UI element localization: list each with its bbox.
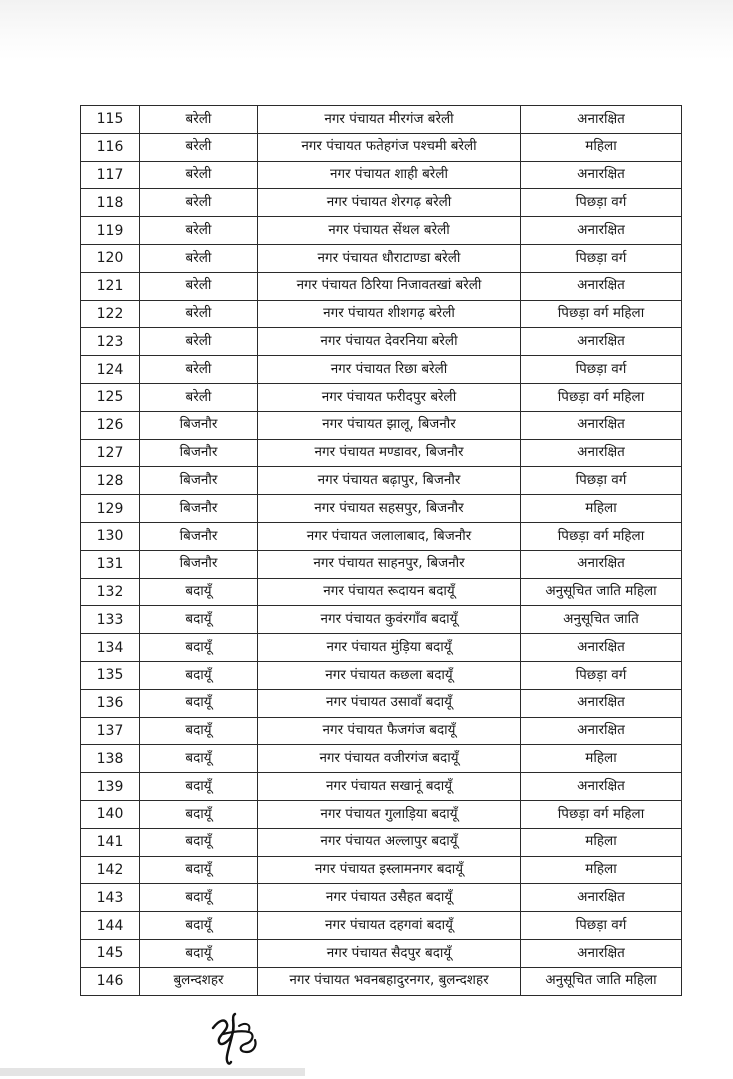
reservation-category-cell: अनारक्षित (521, 328, 682, 356)
serial-number-cell: 131 (81, 550, 140, 578)
table-row (81, 189, 682, 217)
serial-number-cell: 123 (81, 328, 140, 356)
serial-number-cell: 136 (81, 689, 140, 717)
reservation-category-cell: पिछड़ा वर्ग महिला (521, 800, 682, 828)
district-cell: बदायूँ (140, 856, 258, 884)
reservation-category-cell: अनारक्षित (521, 439, 682, 467)
reservation-category-cell: अनारक्षित (521, 884, 682, 912)
nagar-panchayat-cell: नगर पंचायत उसावाँ बदायूँ (258, 689, 521, 717)
district-cell: बदायूँ (140, 661, 258, 689)
nagar-panchayat-cell: नगर पंचायत सैदपुर बदायूँ (258, 939, 521, 967)
district-cell: बरेली (140, 133, 258, 161)
table-row (81, 244, 682, 272)
district-cell: बरेली (140, 328, 258, 356)
reservation-category-cell: अनारक्षित (521, 773, 682, 801)
reservation-category-cell: अनारक्षित (521, 217, 682, 245)
table-row (81, 495, 682, 523)
table-row (81, 522, 682, 550)
nagar-panchayat-cell: नगर पंचायत दहगवां बदायूँ (258, 912, 521, 940)
reservation-category-cell: महिला (521, 495, 682, 523)
district-cell: बिजनौर (140, 411, 258, 439)
scan-bottom-strip (0, 1068, 305, 1076)
district-cell: बदायूँ (140, 634, 258, 662)
serial-number-cell: 144 (81, 912, 140, 940)
nagar-panchayat-cell: नगर पंचायत देवरनिया बरेली (258, 328, 521, 356)
nagar-panchayat-cell: नगर पंचायत वजीरगंज बदायूँ (258, 745, 521, 773)
nagar-panchayat-cell: नगर पंचायत फरीदपुर बरेली (258, 383, 521, 411)
reservation-category-cell: महिला (521, 133, 682, 161)
district-cell: बरेली (140, 106, 258, 134)
nagar-panchayat-cell: नगर पंचायत इस्लामनगर बदायूँ (258, 856, 521, 884)
nagar-panchayat-cell: नगर पंचायत झालू, बिजनौर (258, 411, 521, 439)
scan-top-shadow (0, 0, 733, 60)
nagar-panchayat-cell: नगर पंचायत सहसपुर, बिजनौर (258, 495, 521, 523)
district-cell: बरेली (140, 272, 258, 300)
table-row (81, 856, 682, 884)
reservation-category-cell: अनारक्षित (521, 411, 682, 439)
district-cell: बरेली (140, 189, 258, 217)
nagar-panchayat-cell: नगर पंचायत मुंड़िया बदायूँ (258, 634, 521, 662)
table-row (81, 884, 682, 912)
serial-number-cell: 127 (81, 439, 140, 467)
reservation-category-cell: अनुसूचित जाति महिला (521, 967, 682, 995)
district-cell: बदायूँ (140, 939, 258, 967)
district-cell: बरेली (140, 217, 258, 245)
table-row (81, 634, 682, 662)
district-cell: बदायूँ (140, 884, 258, 912)
nagar-panchayat-cell: नगर पंचायत ठिरिया निजावतखां बरेली (258, 272, 521, 300)
reservation-table (80, 105, 682, 996)
table-row (81, 467, 682, 495)
reservation-category-cell: पिछड़ा वर्ग (521, 244, 682, 272)
nagar-panchayat-cell: नगर पंचायत मीरगंज बरेली (258, 106, 521, 134)
nagar-panchayat-cell: नगर पंचायत उसैहत बदायूँ (258, 884, 521, 912)
nagar-panchayat-cell: नगर पंचायत अल्लापुर बदायूँ (258, 828, 521, 856)
table-row (81, 439, 682, 467)
table-row (81, 300, 682, 328)
table-row (81, 912, 682, 940)
district-cell: बिजनौर (140, 495, 258, 523)
district-cell: बिजनौर (140, 550, 258, 578)
district-cell: बदायूँ (140, 578, 258, 606)
district-cell: बरेली (140, 383, 258, 411)
nagar-panchayat-cell: नगर पंचायत कुवंरगाँव बदायूँ (258, 606, 521, 634)
table-row (81, 717, 682, 745)
serial-number-cell: 115 (81, 106, 140, 134)
district-cell: बिजनौर (140, 522, 258, 550)
reservation-category-cell: पिछड़ा वर्ग महिला (521, 300, 682, 328)
serial-number-cell: 138 (81, 745, 140, 773)
reservation-category-cell: पिछड़ा वर्ग (521, 912, 682, 940)
nagar-panchayat-cell: नगर पंचायत फैजगंज बदायूँ (258, 717, 521, 745)
serial-number-cell: 126 (81, 411, 140, 439)
serial-number-cell: 125 (81, 383, 140, 411)
table-row (81, 550, 682, 578)
district-cell: बदायूँ (140, 606, 258, 634)
reservation-category-cell: अनारक्षित (521, 634, 682, 662)
nagar-panchayat-cell: नगर पंचायत साहनपुर, बिजनौर (258, 550, 521, 578)
reservation-category-cell: अनारक्षित (521, 689, 682, 717)
district-cell: बदायूँ (140, 828, 258, 856)
table-row (81, 383, 682, 411)
nagar-panchayat-cell: नगर पंचायत शेरगढ़ बरेली (258, 189, 521, 217)
serial-number-cell: 120 (81, 244, 140, 272)
serial-number-cell: 117 (81, 161, 140, 189)
serial-number-cell: 130 (81, 522, 140, 550)
serial-number-cell: 128 (81, 467, 140, 495)
serial-number-cell: 124 (81, 356, 140, 384)
table-row (81, 411, 682, 439)
serial-number-cell: 129 (81, 495, 140, 523)
district-cell: बदायूँ (140, 800, 258, 828)
serial-number-cell: 146 (81, 967, 140, 995)
serial-number-cell: 137 (81, 717, 140, 745)
reservation-category-cell: अनुसूचित जाति (521, 606, 682, 634)
table-row (81, 578, 682, 606)
reservation-category-cell: महिला (521, 856, 682, 884)
nagar-panchayat-cell: नगर पंचायत शीशगढ़ बरेली (258, 300, 521, 328)
nagar-panchayat-cell: नगर पंचायत बढ़ापुर, बिजनौर (258, 467, 521, 495)
reservation-category-cell: पिछड़ा वर्ग (521, 661, 682, 689)
nagar-panchayat-cell: नगर पंचायत मण्डावर, बिजनौर (258, 439, 521, 467)
serial-number-cell: 122 (81, 300, 140, 328)
reservation-category-cell: पिछड़ा वर्ग (521, 467, 682, 495)
reservation-category-cell: अनुसूचित जाति महिला (521, 578, 682, 606)
table-body (81, 106, 682, 996)
table-row (81, 689, 682, 717)
nagar-panchayat-cell: नगर पंचायत धौराटाण्डा बरेली (258, 244, 521, 272)
table-row (81, 328, 682, 356)
table-row (81, 939, 682, 967)
reservation-category-cell: पिछड़ा वर्ग (521, 356, 682, 384)
table-row (81, 272, 682, 300)
table-row (81, 106, 682, 134)
table-row (81, 161, 682, 189)
nagar-panchayat-cell: नगर पंचायत शाही बरेली (258, 161, 521, 189)
reservation-category-cell: अनारक्षित (521, 106, 682, 134)
reservation-category-cell: पिछड़ा वर्ग महिला (521, 522, 682, 550)
table-row (81, 661, 682, 689)
nagar-panchayat-cell: नगर पंचायत भवनबहादुरनगर, बुलन्दशहर (258, 967, 521, 995)
nagar-panchayat-cell: नगर पंचायत जलालाबाद, बिजनौर (258, 522, 521, 550)
reservation-category-cell: पिछड़ा वर्ग महिला (521, 383, 682, 411)
table-row (81, 606, 682, 634)
serial-number-cell: 140 (81, 800, 140, 828)
district-cell: बदायूँ (140, 717, 258, 745)
table-row (81, 800, 682, 828)
district-cell: बदायूँ (140, 773, 258, 801)
district-cell: बदायूँ (140, 912, 258, 940)
nagar-panchayat-cell: नगर पंचायत रिछा बरेली (258, 356, 521, 384)
serial-number-cell: 116 (81, 133, 140, 161)
serial-number-cell: 143 (81, 884, 140, 912)
nagar-panchayat-cell: नगर पंचायत सखानूं बदायूँ (258, 773, 521, 801)
reservation-category-cell: अनारक्षित (521, 939, 682, 967)
table-row (81, 773, 682, 801)
district-cell: बुलन्दशहर (140, 967, 258, 995)
nagar-panchayat-cell: नगर पंचायत रूदायन बदायूँ (258, 578, 521, 606)
district-cell: बदायूँ (140, 689, 258, 717)
serial-number-cell: 142 (81, 856, 140, 884)
district-cell: बरेली (140, 300, 258, 328)
table-row (81, 356, 682, 384)
district-cell: बरेली (140, 356, 258, 384)
reservation-category-cell: अनारक्षित (521, 717, 682, 745)
district-cell: बरेली (140, 244, 258, 272)
reservation-category-cell: महिला (521, 828, 682, 856)
reservation-category-cell: अनारक्षित (521, 550, 682, 578)
serial-number-cell: 121 (81, 272, 140, 300)
nagar-panchayat-cell: नगर पंचायत गुलाड़िया बदायूँ (258, 800, 521, 828)
serial-number-cell: 119 (81, 217, 140, 245)
serial-number-cell: 133 (81, 606, 140, 634)
reservation-category-cell: महिला (521, 745, 682, 773)
reservation-category-cell: पिछड़ा वर्ग (521, 189, 682, 217)
district-cell: बिजनौर (140, 467, 258, 495)
serial-number-cell: 135 (81, 661, 140, 689)
table-row (81, 745, 682, 773)
district-cell: बदायूँ (140, 745, 258, 773)
serial-number-cell: 134 (81, 634, 140, 662)
nagar-panchayat-cell: नगर पंचायत फतेहगंज पश्चमी बरेली (258, 133, 521, 161)
table-row (81, 217, 682, 245)
reservation-category-cell: अनारक्षित (521, 272, 682, 300)
table-row (81, 967, 682, 995)
district-cell: बिजनौर (140, 439, 258, 467)
serial-number-cell: 145 (81, 939, 140, 967)
district-cell: बरेली (140, 161, 258, 189)
serial-number-cell: 118 (81, 189, 140, 217)
nagar-panchayat-cell: नगर पंचायत कछला बदायूँ (258, 661, 521, 689)
serial-number-cell: 141 (81, 828, 140, 856)
table-row (81, 828, 682, 856)
reservation-category-cell: अनारक्षित (521, 161, 682, 189)
serial-number-cell: 139 (81, 773, 140, 801)
nagar-panchayat-cell: नगर पंचायत सेंथल बरेली (258, 217, 521, 245)
serial-number-cell: 132 (81, 578, 140, 606)
signature-image (205, 1010, 265, 1068)
table-row (81, 133, 682, 161)
